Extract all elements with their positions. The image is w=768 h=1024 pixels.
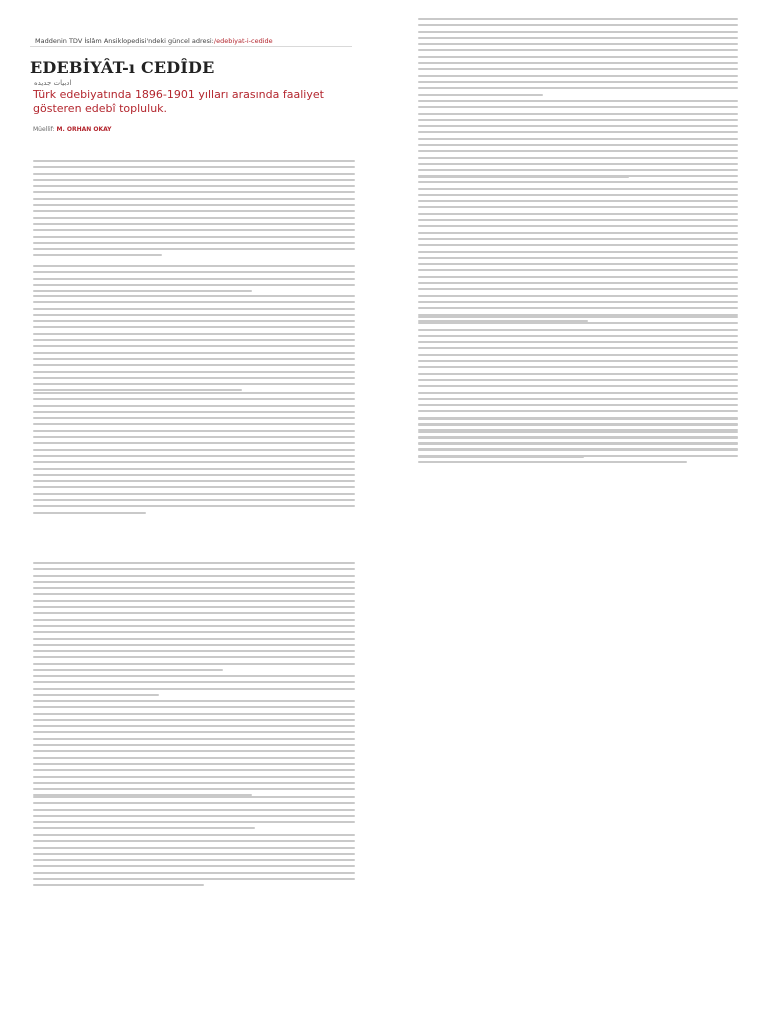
- text-line: [33, 398, 355, 400]
- text-line: [33, 656, 355, 658]
- text-line: [418, 119, 738, 121]
- text-line: [33, 254, 162, 256]
- text-line: [418, 125, 738, 127]
- text-line: [33, 788, 355, 790]
- header-note-text: Maddenin TDV İslâm Ansiklopedisi'ndeki güncel adresi:: [35, 37, 214, 45]
- text-line: [418, 443, 738, 445]
- text-line: [418, 62, 738, 64]
- author-label: Müellif:: [33, 126, 55, 133]
- text-line: [418, 418, 738, 420]
- text-line: [418, 81, 738, 83]
- text-column-bottom-left: [33, 562, 355, 892]
- text-line: [33, 480, 355, 482]
- text-line: [418, 424, 738, 426]
- text-line: [33, 185, 355, 187]
- text-line: [33, 700, 355, 702]
- text-line: [33, 173, 355, 175]
- text-line: [418, 295, 738, 297]
- text-line: [418, 94, 543, 96]
- text-line: [33, 859, 355, 861]
- text-line: [33, 631, 355, 633]
- text-line: [418, 263, 738, 265]
- text-line: [33, 383, 355, 385]
- text-line: [33, 449, 355, 451]
- text-line: [33, 750, 355, 752]
- text-line: [33, 568, 355, 570]
- text-line: [418, 24, 738, 26]
- author-line: [33, 126, 112, 133]
- text-line: [33, 352, 355, 354]
- text-line: [33, 284, 355, 286]
- text-line: [33, 802, 355, 804]
- text-line: [33, 411, 355, 413]
- header-note: [35, 37, 273, 45]
- text-line: [33, 423, 355, 425]
- paragraph: [33, 675, 355, 700]
- text-line: [33, 223, 355, 225]
- text-line: [418, 392, 738, 394]
- text-line: [418, 157, 738, 159]
- text-line: [33, 865, 355, 867]
- text-line: [33, 430, 355, 432]
- text-line: [33, 840, 355, 842]
- text-line: [33, 236, 355, 238]
- text-line: [33, 333, 355, 335]
- text-line: [418, 341, 738, 343]
- text-line: [418, 138, 738, 140]
- text-line: [33, 713, 355, 715]
- text-line: [418, 282, 738, 284]
- text-line: [418, 225, 738, 227]
- text-column-top-left: [33, 160, 355, 530]
- text-line: [418, 37, 738, 39]
- text-line: [33, 769, 355, 771]
- text-line: [33, 776, 355, 778]
- text-line: [418, 404, 738, 406]
- text-line: [418, 113, 738, 115]
- text-line: [33, 878, 355, 880]
- text-line: [418, 106, 738, 108]
- text-line: [33, 191, 355, 193]
- text-line: [418, 373, 738, 375]
- text-line: [418, 322, 738, 324]
- text-line: [418, 150, 738, 152]
- text-line: [418, 163, 738, 165]
- text-line: [418, 437, 738, 439]
- text-line: [418, 360, 738, 362]
- text-line: [33, 731, 355, 733]
- text-line: [418, 188, 738, 190]
- text-line: [33, 562, 355, 564]
- text-line: [33, 681, 355, 683]
- paragraph: [33, 700, 355, 801]
- text-line: [33, 512, 146, 514]
- text-line: [33, 625, 355, 627]
- paragraph: [33, 295, 355, 396]
- text-line: [418, 335, 738, 337]
- text-line: [33, 669, 223, 671]
- text-line: [33, 405, 355, 407]
- text-line: [33, 809, 355, 811]
- text-line: [418, 385, 738, 387]
- text-line: [33, 455, 355, 457]
- text-line: [33, 242, 355, 244]
- text-line: [33, 198, 355, 200]
- text-line: [33, 619, 355, 621]
- text-line: [33, 638, 355, 640]
- text-line: [418, 213, 738, 215]
- text-line: [418, 31, 738, 33]
- text-line: [418, 131, 738, 133]
- text-line: [33, 821, 355, 823]
- text-line: [418, 269, 738, 271]
- text-line: [33, 872, 355, 874]
- text-line: [33, 364, 355, 366]
- text-line: [418, 181, 738, 183]
- article-summary: Türk edebiyatında 1896-1901 yılları arasında faaliyet gösteren edebî topluluk.: [33, 88, 324, 115]
- text-line: [33, 265, 355, 267]
- text-line: [33, 468, 355, 470]
- text-line: [33, 278, 355, 280]
- paragraph: [33, 160, 355, 261]
- text-line: [418, 68, 738, 70]
- text-line: [33, 326, 355, 328]
- text-line: [418, 43, 738, 45]
- text-line: [33, 719, 355, 721]
- text-line: [33, 834, 355, 836]
- text-line: [418, 251, 738, 253]
- text-line: [418, 87, 738, 89]
- text-line: [33, 248, 355, 250]
- paragraph: [418, 100, 738, 182]
- text-line: [418, 200, 738, 202]
- text-line: [418, 49, 738, 51]
- text-line: [33, 493, 355, 495]
- text-line: [33, 301, 355, 303]
- text-line: [33, 442, 355, 444]
- text-line: [418, 75, 738, 77]
- paragraph: [418, 418, 738, 462]
- text-line: [418, 316, 738, 318]
- text-line: [418, 238, 738, 240]
- text-line: [33, 593, 355, 595]
- text-line: [33, 345, 355, 347]
- text-line: [418, 329, 738, 331]
- text-line: [33, 417, 355, 419]
- text-line: [33, 600, 355, 602]
- text-line: [33, 210, 355, 212]
- text-line: [33, 853, 355, 855]
- text-line: [418, 175, 738, 177]
- text-line: [418, 456, 584, 458]
- text-line: [33, 815, 355, 817]
- text-line: [418, 449, 738, 451]
- text-line: [33, 358, 355, 360]
- text-line: [418, 431, 738, 433]
- text-line: [418, 18, 738, 20]
- text-line: [33, 706, 355, 708]
- text-line: [33, 675, 355, 677]
- text-line: [33, 612, 355, 614]
- paragraph: [33, 796, 355, 834]
- text-line: [33, 782, 355, 784]
- text-line: [418, 194, 738, 196]
- text-line: [33, 663, 355, 665]
- text-line: [418, 410, 738, 412]
- author-name[interactable]: M. ORHAN OKAY: [56, 126, 112, 133]
- text-line: [33, 499, 355, 501]
- text-column-right: [418, 18, 738, 468]
- paragraph: [33, 392, 355, 518]
- text-line: [33, 392, 355, 394]
- text-line: [33, 486, 355, 488]
- text-line: [33, 314, 355, 316]
- text-line: [418, 301, 738, 303]
- paragraph: [33, 562, 355, 675]
- text-line: [418, 398, 738, 400]
- text-line: [418, 169, 738, 171]
- text-line: [418, 257, 738, 259]
- text-line: [33, 644, 355, 646]
- text-line: [33, 827, 255, 829]
- text-line: [33, 371, 355, 373]
- text-line: [33, 308, 355, 310]
- text-line: [33, 847, 355, 849]
- text-line: [33, 461, 355, 463]
- text-line: [418, 144, 738, 146]
- text-line: [33, 744, 355, 746]
- text-line: [33, 474, 355, 476]
- text-line: [418, 232, 738, 234]
- paragraph: [33, 834, 355, 891]
- text-line: [418, 206, 738, 208]
- header-note-url[interactable]: /edebiyat-i-cedide: [213, 37, 273, 45]
- text-line: [33, 725, 355, 727]
- text-line: [33, 763, 355, 765]
- text-line: [418, 100, 738, 102]
- text-line: [33, 204, 355, 206]
- text-line: [33, 884, 204, 886]
- text-line: [33, 738, 355, 740]
- paragraph: [418, 175, 738, 326]
- paragraph: [33, 265, 355, 296]
- text-line: [33, 320, 355, 322]
- article-title: EDEBİYÂT-ı CEDÎDE: [30, 58, 215, 77]
- text-line: [33, 295, 355, 297]
- text-line: [418, 347, 738, 349]
- text-line: [33, 377, 355, 379]
- paragraph: [418, 18, 738, 100]
- text-line: [33, 271, 355, 273]
- text-line: [418, 56, 738, 58]
- text-line: [33, 166, 355, 168]
- text-line: [418, 288, 738, 290]
- text-line: [418, 219, 738, 221]
- text-line: [33, 436, 355, 438]
- text-line: [418, 354, 738, 356]
- text-line: [33, 694, 159, 696]
- text-line: [33, 688, 355, 690]
- text-line: [418, 379, 738, 381]
- text-line: [33, 606, 355, 608]
- text-line: [418, 366, 738, 368]
- text-line: [33, 581, 355, 583]
- text-line: [418, 307, 738, 309]
- text-line: [33, 757, 355, 759]
- text-line: [33, 796, 355, 798]
- text-line: [33, 650, 355, 652]
- text-line: [33, 587, 355, 589]
- text-line: [33, 160, 355, 162]
- header-divider: [30, 46, 352, 47]
- text-line: [33, 179, 355, 181]
- text-line: [33, 339, 355, 341]
- text-line: [418, 244, 738, 246]
- text-line: [33, 575, 355, 577]
- text-line: [33, 505, 355, 507]
- text-line: [33, 217, 355, 219]
- text-line: [33, 229, 355, 231]
- arabic-title: ادبيات جديده: [34, 79, 72, 87]
- text-line: [33, 290, 252, 292]
- text-line: [418, 276, 738, 278]
